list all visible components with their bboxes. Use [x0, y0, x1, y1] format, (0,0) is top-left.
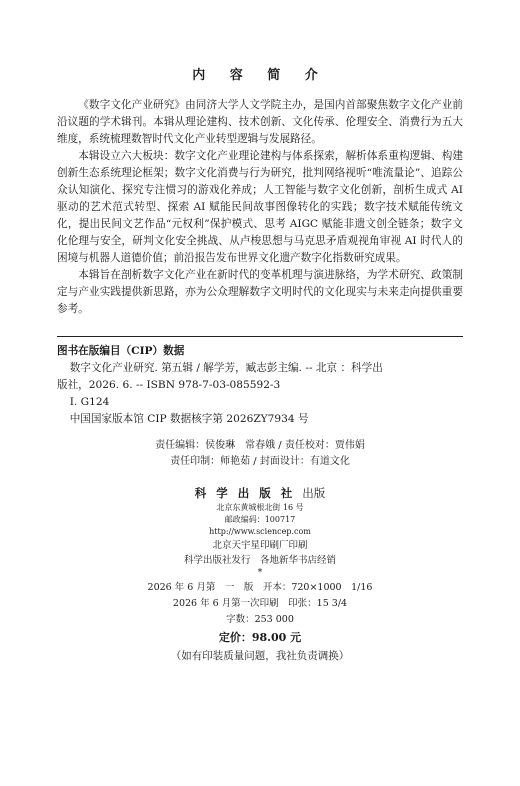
credits-line: 责任编辑：侯俊琳 常春娥 / 责任校对：贾伟娟: [155, 440, 365, 451]
cip-line: 版社，2026. 6. -- ISBN 978-7-03-085592-3: [57, 379, 281, 391]
credits-line: 责任印制：师艳茹 / 封面设计：有道文化: [170, 456, 350, 467]
quality-note: （如有印装质量问题，我社负责调换）: [170, 650, 350, 662]
wordcount-line: 字数：253 000: [226, 614, 294, 625]
separator-star: *: [257, 568, 263, 578]
distribution: 科学出版社发行 各地新华书店经销: [183, 555, 336, 566]
cip-block: [57, 343, 463, 428]
cip-line: Ⅰ. G124: [69, 396, 110, 408]
printing-line: 2026 年 6 月第一次印刷 印张：15 3/4: [172, 598, 348, 609]
publisher-website: http://www.sciencep.com: [209, 527, 311, 536]
intro-paragraph-3: 本辑旨在剖析数字文化产业在新时代的变革机理与演进脉络，为学术研究、政策制定与产业实践提供新思路，亦为公众理解数字文明时代的文化现实与未来走向提供重要参考。: [57, 269, 463, 315]
publisher-name: [57, 484, 463, 502]
publisher-address: 北京东黄城根北街 16 号: [216, 503, 304, 512]
credits: [57, 438, 463, 470]
cip-number: 中国国家版本馆 CIP 数据核字第 2026ZY7934 号: [69, 413, 309, 425]
publisher-name-text: 科 学 出 版 社: [194, 486, 296, 500]
publisher-info: [57, 484, 463, 578]
publisher-postcode: 邮政编码：100717: [224, 515, 296, 524]
page-title: 内 容 简 介: [192, 68, 328, 83]
cip-heading: 图书在版编目（CIP）数据: [57, 345, 185, 357]
intro-paragraph-2: 本辑设立六大板块：数字文化产业理论建构与体系探索，解析体系重构逻辑、构建创新生态系统理论框架；数字文化消费与行为研究，批判网络视听“唯流量论”、追踪公众认知演化、探究专注惯习的游戏化养成；人工智能与数字文化创新，剖析生成式 AI 驱动的艺术范式转型、探索 AI 赋能民间故事图像转化的实践；数字技术赋能传统文化，提出民间文艺作品“元权利”保护模式、思考 AIGC 赋能非遗文创全链条；数字文化伦理与安全，研判文化安全挑战、从卢梭思想与马克思矛盾观视角审视 AI 时代人的困境与机器人道德价值；前沿报告发布世界文化遗产数字化指数研究成果。: [57, 150, 463, 264]
divider: [57, 336, 463, 337]
price: 定价：98.00 元: [218, 631, 302, 644]
printer: 北京天宇星印刷厂印刷: [212, 540, 308, 551]
introduction: [57, 97, 463, 318]
publisher-name-suffix: 出版: [302, 486, 326, 500]
copyright-page: [0, 64, 520, 786]
edition-line: 2026 年 6 月第 一 版 开本：720×1000 1/16: [147, 582, 373, 593]
intro-paragraph-1: 《数字文化产业研究》由同济大学人文学院主办，是国内首部聚焦数字文化产业前沿议题的学术辑刊。本辑从理论建构、技术创新、文化传承、伦理安全、消费行为五大维度，系统梳理数智时代文化产业转型逻辑与发展路径。: [57, 99, 463, 145]
cip-line: 数字文化产业研究. 第五辑 / 解学芳，臧志彭主编. -- 北京 ：科学出: [69, 362, 383, 374]
specs: [57, 580, 463, 664]
